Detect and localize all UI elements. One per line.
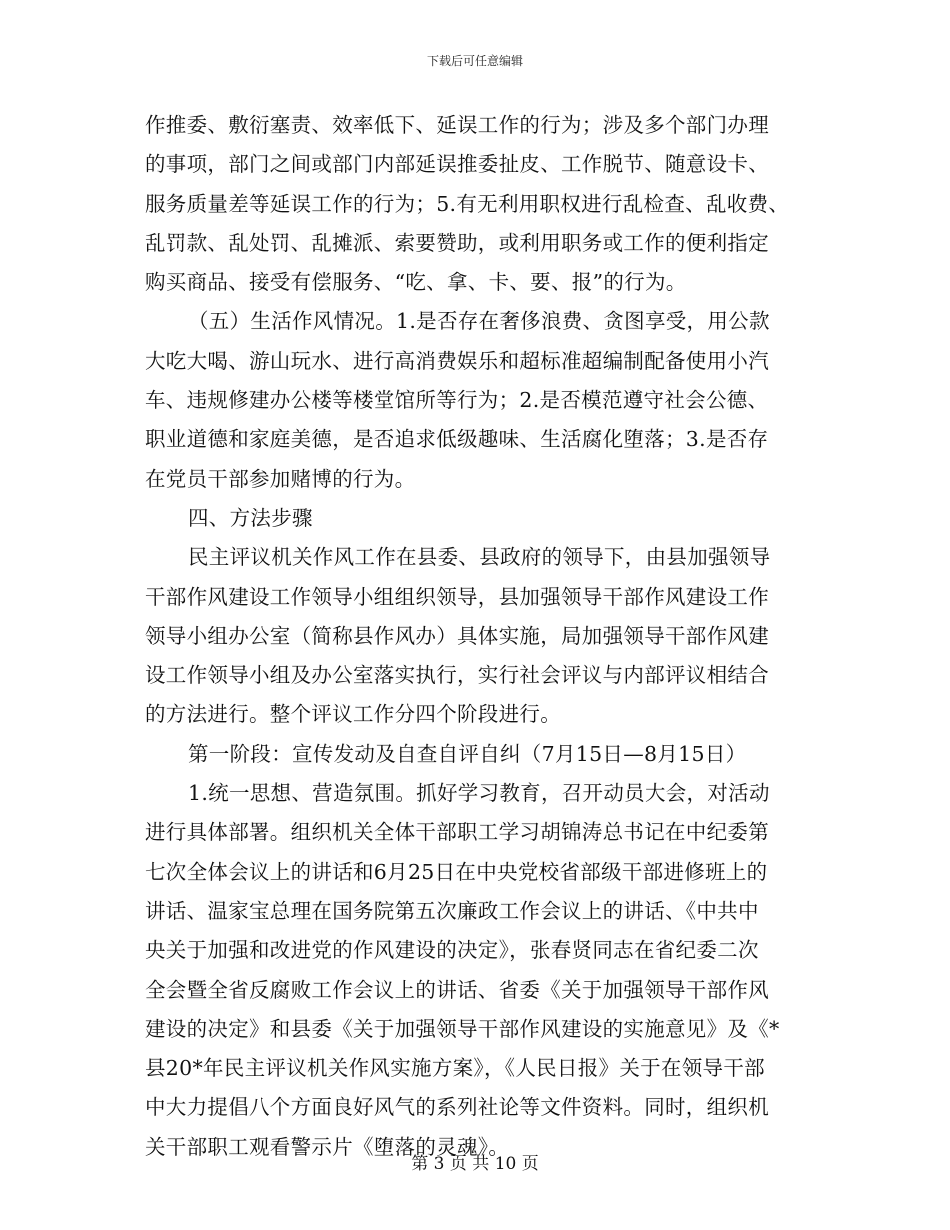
text-line: 建设的决定》和县委《关于加强领导干部作风建设的实施意见》及《*	[145, 1016, 780, 1041]
text-line: 职业道德和家庭美德，是否追求低级趣味、生活腐化堕落；3.是否存	[145, 427, 769, 452]
text-line: 的方法进行。整个评议工作分四个阶段进行。	[145, 702, 561, 727]
text-line: 讲话、温家宝总理在国务院第五次廉政工作会议上的讲话、《中共中	[145, 898, 759, 923]
text-line: 购买商品、接受有偿服务、“吃、拿、卡、要、报”的行为。	[145, 270, 687, 295]
text-line: 第一阶段：宣传发动及自查自评自纠（7月15日—8月15日）	[188, 741, 747, 766]
text-line: 车、违规修建办公楼等楼堂馆所等行为；2.是否模范遵守社会公德、	[145, 388, 769, 413]
text-line: 四、方法步骤	[188, 505, 313, 530]
text-line: 设工作领导小组及办公室落实执行，实行社会评议与内部评议相结合	[145, 663, 769, 688]
text-line: 关干部职工观看警示片《堕落的灵魂》。	[145, 1134, 510, 1159]
text-line: 干部作风建设工作领导小组组织领导，县加强领导干部作风建设工作	[145, 584, 769, 609]
page-number-footer: 第 3 页 共 10 页	[411, 1154, 539, 1174]
text-line: 七次全体会议上的讲话和6月25日在中央党校省部级干部进修班上的	[145, 859, 768, 884]
text-line: 作推委、敷衍塞责、效率低下、延误工作的行为；涉及多个部门办理	[145, 113, 769, 137]
text-line: 全会暨全省反腐败工作会议上的讲话、省委《关于加强领导干部作风	[145, 977, 769, 1002]
document-body	[145, 106, 815, 1167]
text-line: 进行具体部署。组织机关全体干部职工学习胡锦涛总书记在中纪委第	[145, 820, 769, 845]
text-line: 中大力提倡八个方面良好风气的系列社论等文件资料。同时，组织机	[145, 1095, 769, 1120]
text-line: 大吃大喝、游山玩水、进行高消费娱乐和超标准超编制配备使用小汽	[145, 348, 769, 373]
page-header-note: 下载后可任意编辑	[426, 54, 523, 68]
text-line: 央关于加强和改进党的作风建设的决定》，张春贤同志在省纪委二次	[145, 938, 759, 963]
text-line: （五）生活作风情况。1.是否存在奢侈浪费、贪图享受，用公款	[188, 309, 770, 334]
text-line: 民主评议机关作风工作在县委、县政府的领导下，由县加强领导	[188, 545, 771, 570]
text-line: 的事项，部门之间或部门内部延误推委扯皮、工作脱节、随意设卡、	[145, 152, 769, 177]
text-line: 在党员干部参加赌博的行为。	[145, 466, 416, 491]
text-line: 1.统一思想、营造氛围。抓好学习教育，召开动员大会，对活动	[188, 781, 770, 806]
text-line: 服务质量差等延误工作的行为；5.有无利用职权进行乱检查、乱收费、	[145, 191, 790, 216]
text-line: 县20*年民主评议机关作风实施方案》，《人民日报》关于在领导干部	[145, 1056, 765, 1081]
text-line: 领导小组办公室（简称县作风办）具体实施，局加强领导干部作风建	[145, 623, 769, 648]
text-line: 乱罚款、乱处罚、乱摊派、索要赞助，或利用职务或工作的便利指定	[145, 230, 769, 255]
